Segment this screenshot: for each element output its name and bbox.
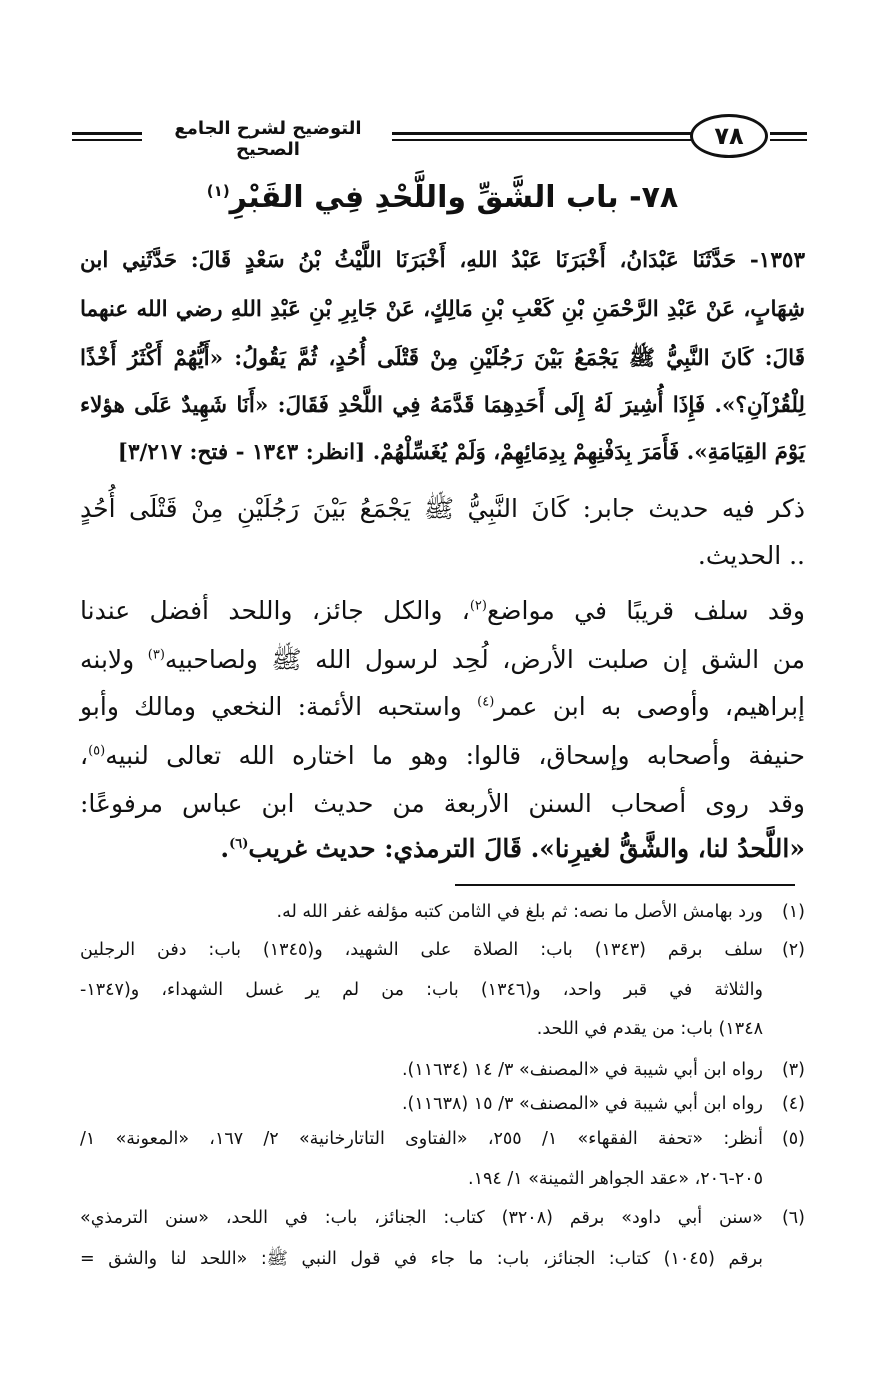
body-line (80, 834, 805, 863)
footnote-number: (٥) (781, 1129, 805, 1149)
header-rule (72, 132, 142, 135)
footnote-line: ١٣٤٨) باب: من يقدم في اللحد. (536, 1019, 763, 1039)
body-text: ولابنه (80, 645, 148, 674)
running-header (72, 112, 807, 162)
hadith-line: لِلْقُرْآنِ؟». فَإِذَا أُشِيرَ لَهُ إِلَى أَحَدِهِمَا قَدَّمَهُ فِي اللَّحْدِ فَقَالَ: «أَنَا شَهِيدٌ عَلَى هؤلاء (80, 393, 805, 418)
footnote-number: (٢) (781, 940, 805, 960)
body-text: حنيفة وأصحابه وإسحاق، قالوا: وهو ما اختاره الله تعالى لنبيه (105, 741, 805, 770)
footnote-ref: (٢) (469, 598, 487, 614)
body-text: من الشق إن صلبت الأرض، لُحِد لرسول الله ﷺ ولصاحبيه (164, 645, 806, 674)
body-line: وقد روى أصحاب السنن الأربعة من حديث ابن عباس مرفوعًا: (80, 789, 805, 818)
header-rule (392, 139, 692, 141)
footnote-line: سلف برقم (١٣٤٣) باب: الصلاة على الشهيد، و(١٣٤٥) باب: دفن الرجلين (80, 940, 763, 960)
body-text: ، والكل جائز، واللحد أفضل عندنا (80, 596, 470, 625)
body-line: ذكر فيه حديث جابر: كَانَ النَّبِيُّ ﷺ يَجْمَعُ بَيْنَ رَجُلَيْنِ مِنْ قَتْلَى أُحُدٍ (80, 494, 805, 523)
header-rule (72, 139, 142, 141)
body-text: «اللَّحدُ لنا، والشَّقُّ لغيرِنا». قَالَ الترمذي: حديث غريب (248, 834, 805, 863)
header-rule (770, 132, 807, 135)
body-line (80, 692, 805, 721)
footnote-line: رواه ابن أبي شيبة في «المصنف» ٣/ ١٤ (١١٦٣٤). (401, 1060, 763, 1080)
chapter-title: ٧٨- باب الشَّقِّ واللَّحْدِ فِي القَبْرِ (229, 180, 679, 215)
footnote-number: (٦) (781, 1208, 805, 1228)
body-text: واستحبه الأئمة: النخعي ومالك وأبو (80, 692, 478, 721)
footnote-line: ورد بهامش الأصل ما نصه: ثم بلغ في الثامن كتبه مؤلفه غفر الله له. (276, 902, 763, 922)
footnote-line: ٢٠٥-٢٠٦، «عقد الجواهر الثمينة» ١/ ١٩٤. (468, 1169, 763, 1189)
body-line: .. الحديث. (697, 541, 805, 570)
hadith-line: ١٣٥٣- حَدَّثَنَا عَبْدَانُ، أَخْبَرَنَا عَبْدُ اللهِ، أَخْبَرَنَا اللَّيْثُ بْنُ سَعْدٍ قَالَ: حَدَّثَنِي ابن (80, 248, 805, 273)
footnote-number: (١) (781, 902, 805, 922)
book-title: التوضيح لشرح الجامع الصحيح (174, 118, 362, 160)
footnote-number: (٤) (781, 1094, 805, 1114)
chapter-heading (80, 180, 805, 215)
footnote-ref: (٥) (88, 743, 106, 759)
header-rule (392, 132, 692, 135)
hadith-line: شِهَابٍ، عَنْ عَبْدِ الرَّحْمَنِ بْنِ كَعْبِ بْنِ مَالِكٍ، عَنْ جَابِرِ بْنِ عَبْدِ اللهِ رضي الله عنهما (80, 297, 805, 322)
footnote-ref: (٦) (229, 836, 249, 852)
footnote-number: (٣) (781, 1060, 805, 1080)
footnote-line: برقم (١٠٤٥) كتاب: الجنائز، باب: ما جاء في قول النبي ﷺ: «اللحد لنا والشق = (80, 1249, 763, 1269)
body-text: وقد سلف قريبًا في مواضع (486, 596, 805, 625)
header-rule (770, 139, 807, 141)
body-line (80, 644, 805, 681)
body-line (80, 596, 805, 625)
footnote-line: رواه ابن أبي شيبة في «المصنف» ٣/ ١٥ (١١٦٣٨). (401, 1094, 763, 1114)
footnote-ref: (٤) (477, 694, 495, 710)
body-line (80, 741, 805, 770)
footnote-line: «سنن أبي داود» برقم (٣٢٠٨) كتاب: الجنائز، باب: في اللحد، «سنن الترمذي» (80, 1208, 764, 1228)
body-text: . (220, 834, 230, 863)
footnote-ref: (٣) (147, 647, 165, 663)
footnote-ref: (١) (206, 182, 230, 200)
footnote-line: والثلاثة في قبر واحد، و(١٣٤٦) باب: من لم ير غسل الشهداء، و(١٣٤٧- (80, 980, 763, 1000)
footnote-separator (455, 884, 795, 886)
page-number: ٧٨ (690, 114, 768, 158)
body-text: ، (80, 741, 89, 770)
hadith-line: قَالَ: كَانَ النَّبِيُّ ﷺ يَجْمَعُ بَيْنَ رَجُلَيْنِ مِنْ قَتْلَى أُحُدٍ، ثُمَّ يَقُولُ: «أَيُّهُمْ أَكْثَرُ أَخْذًا (80, 346, 805, 371)
footnote-line: أنظر: «تحفة الفقهاء» ١/ ٢٥٥، «الفتاوى التاتارخانية» ٢/ ١٦٧، «المعونة» ١/ (80, 1129, 763, 1149)
hadith-line: يَوْمَ القِيَامَةِ». فَأَمَرَ بِدَفْنِهِمْ بِدِمَائِهِمْ، وَلَمْ يُغَسِّلْهُمْ. [انظر: ١٣٤٣ - فتح: ٣/٢١٧] (117, 440, 805, 465)
body-text: إبراهيم، وأوصى به ابن عمر (494, 692, 806, 721)
